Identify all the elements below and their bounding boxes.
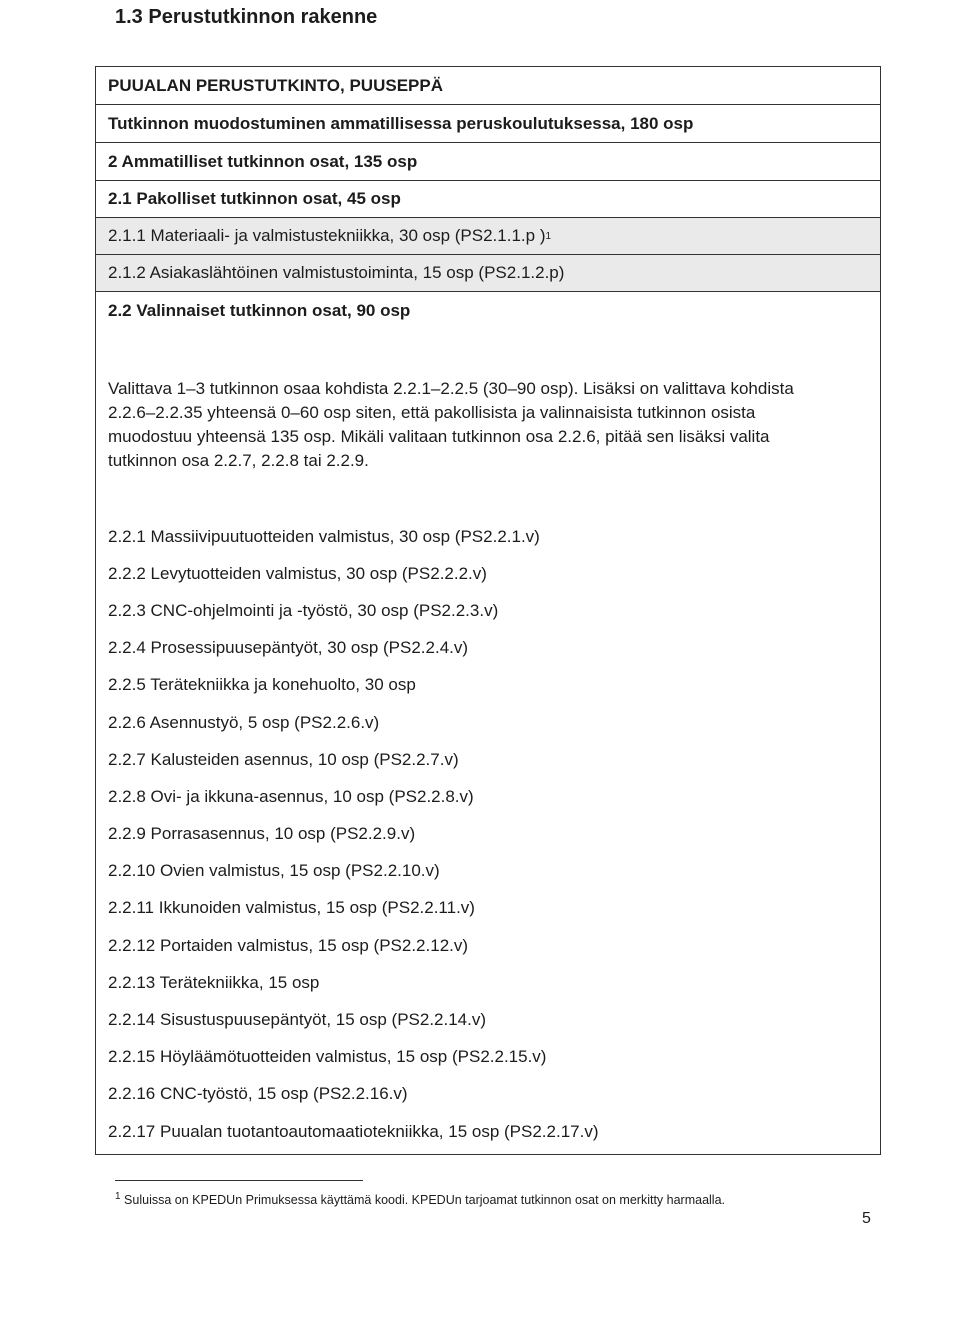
list-item: 2.2.14 Sisustuspuusepäntyöt, 15 osp (PS2.2.14.v)	[108, 1010, 487, 1030]
footnote-marker: 1	[115, 1191, 121, 1202]
footnote-text: Suluissa on KPEDUn Primuksessa käyttämä koodi. KPEDUn tarjoamat tutkinnon osat on merkitty harmaalla.	[124, 1193, 726, 1208]
list-item: 2.2.6 Asennustyö, 5 osp (PS2.2.6.v)	[108, 712, 380, 732]
description-line: muodostuu yhteensä 135 osp. Mikäli valitaan tutkinnon osa 2.2.6, pitää sen lisäksi valita	[108, 427, 770, 446]
list-item: 2.2.8 Ovi- ja ikkuna-asennus, 10 osp (PS2.2.8.v)	[108, 786, 474, 806]
footnote	[115, 1191, 725, 1207]
list-item: 2.2.2 Levytuotteiden valmistus, 30 osp (PS2.2.2.v)	[108, 563, 487, 583]
list-item: 2.2.13 Terätekniikka, 15 osp	[108, 972, 320, 992]
optional-description	[108, 377, 868, 473]
page-number: 5	[862, 1210, 871, 1227]
list-item: 2.2.16 CNC-työstö, 15 osp (PS2.2.16.v)	[108, 1084, 408, 1104]
list-item: 2.2.17 Puualan tuotantoautomaatiotekniikka, 15 osp (PS2.2.17.v)	[108, 1121, 599, 1141]
vocational-parts-row: 2 Ammatilliset tutkinnon osat, 135 osp	[96, 143, 880, 181]
optional-items-list	[108, 518, 868, 1154]
description-line: 2.2.6–2.2.35 yhteensä 0–60 osp siten, että pakollisista ja valinnaisista tutkinnon osista	[108, 403, 756, 422]
mandatory-item-row	[96, 255, 880, 292]
list-item: 2.2.3 CNC-ohjelmointi ja -työstö, 30 osp (PS2.2.3.v)	[108, 600, 499, 620]
table-title: PUUALAN PERUSTUTKINTO, PUUSEPPÄ	[96, 67, 880, 105]
optional-parts-heading: 2.2 Valinnaiset tutkinnon osat, 90 osp	[108, 300, 411, 320]
mandatory-item-text: 2.1.1 Materiaali- ja valmistustekniikka, 30 osp (PS2.1.1.p )	[108, 226, 546, 245]
optional-parts-cell	[96, 292, 880, 1154]
list-item: 2.2.4 Prosessipuusepäntyöt, 30 osp (PS2.2.4.v)	[108, 638, 469, 658]
list-item: 2.2.10 Ovien valmistus, 15 osp (PS2.2.10.v)	[108, 861, 440, 881]
footnote-divider	[115, 1180, 363, 1181]
mandatory-item-text: 2.1.2 Asiakaslähtöinen valmistustoiminta, 15 osp (PS2.1.2.p)	[108, 263, 565, 282]
mandatory-item-row	[96, 218, 880, 255]
list-item: 2.2.9 Porrasasennus, 10 osp (PS2.2.9.v)	[108, 824, 416, 844]
degree-structure-table	[95, 66, 881, 1155]
description-line: tutkinnon osa 2.2.7, 2.2.8 tai 2.2.9.	[108, 451, 369, 470]
list-item: 2.2.11 Ikkunoiden valmistus, 15 osp (PS2.2.11.v)	[108, 898, 475, 918]
list-item: 2.2.5 Terätekniikka ja konehuolto, 30 osp	[108, 675, 416, 695]
list-item: 2.2.15 Höyläämötuotteiden valmistus, 15 osp (PS2.2.15.v)	[108, 1047, 547, 1067]
footnote-ref: 1	[545, 230, 552, 242]
description-line: Valittava 1–3 tutkinnon osaa kohdista 2.2.1–2.2.5 (30–90 osp). Lisäksi on valittava kohdista	[108, 379, 794, 398]
mandatory-parts-row: 2.1 Pakolliset tutkinnon osat, 45 osp	[96, 181, 880, 218]
list-item: 2.2.7 Kalusteiden asennus, 10 osp (PS2.2.7.v)	[108, 749, 459, 769]
section-heading: 1.3 Perustutkinnon rakenne	[115, 6, 378, 28]
list-item: 2.2.12 Portaiden valmistus, 15 osp (PS2.2.12.v)	[108, 935, 469, 955]
list-item: 2.2.1 Massiivipuutuotteiden valmistus, 30 osp (PS2.2.1.v)	[108, 526, 540, 546]
formation-row: Tutkinnon muodostuminen ammatillisessa peruskoulutuksessa, 180 osp	[96, 105, 880, 143]
